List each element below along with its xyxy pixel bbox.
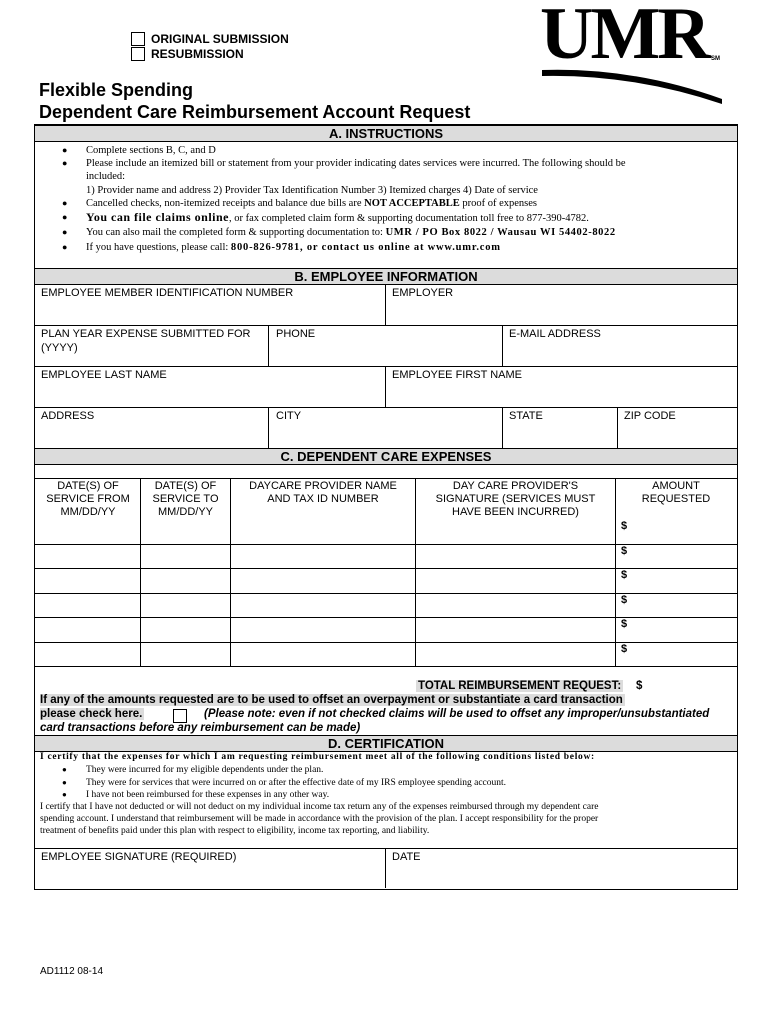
divider (385, 366, 386, 407)
original-submission-label: ORIGINAL SUBMISSION (151, 32, 289, 46)
amount-dollar-sign: $ (621, 545, 628, 557)
bullet-icon: ● (62, 212, 68, 222)
signature-label: EMPLOYEE SIGNATURE (REQUIRED) (41, 851, 237, 863)
col-provider-header (231, 480, 415, 506)
phone-field[interactable] (271, 342, 499, 364)
divider (502, 325, 503, 366)
last-name-label: EMPLOYEE LAST NAME (41, 369, 167, 381)
divider (268, 325, 269, 366)
address-label: ADDRESS (41, 410, 95, 422)
divider (385, 848, 386, 888)
instruction-5 (86, 226, 616, 239)
cert-intro: I certify that the expenses for which I am requesting reimbursement meet all of the following conditions listed below: (40, 752, 595, 762)
header-line: SERVICE TO (152, 493, 219, 505)
instruction-4 (86, 211, 589, 225)
zip-label: ZIP CODE (624, 410, 676, 422)
state-label: STATE (509, 410, 543, 422)
divider (35, 848, 737, 849)
divider (35, 666, 737, 667)
col-amount-header (616, 480, 736, 506)
resubmission-label: RESUBMISSION (151, 47, 244, 61)
email-field[interactable] (505, 342, 733, 364)
logo-swoosh-icon (538, 0, 728, 110)
member-id-label: EMPLOYEE MEMBER IDENTIFICATION NUMBER (41, 287, 294, 299)
section-a-header: A. INSTRUCTIONS (34, 125, 738, 142)
form-title-line2: Dependent Care Reimbursement Account Request (39, 102, 471, 122)
plan-year-label-1: PLAN YEAR EXPENSE SUBMITTED FOR (41, 328, 251, 340)
divider (268, 407, 269, 448)
header-line: REQUESTED (641, 493, 711, 505)
instruction-4-post: , or fax completed claim form & supporting documentation toll free to 877-390-4782. (229, 213, 589, 224)
date-field[interactable] (388, 866, 733, 886)
header-line: MM/DD/YY (158, 506, 213, 518)
offset-note-1: (Please note: even if not checked claims will be used to offset any improper/unsubstantiated (204, 708, 710, 720)
offset-text-1: If any of the amounts requested are to be used to offset an overpayment or substantiate a card transaction (40, 694, 623, 706)
last-name-field[interactable] (36, 383, 382, 405)
instruction-3-post: proof of expenses (459, 198, 538, 209)
instruction-3 (86, 197, 537, 210)
state-field[interactable] (505, 424, 614, 446)
offset-text-2: please check here. (40, 708, 143, 720)
bullet-icon: ● (62, 158, 68, 168)
cert-bullet-2: They were for services that were incurred on or after the effective date of my IRS employee spending account. (86, 778, 507, 788)
amount-dollar-sign: $ (621, 569, 628, 581)
amount-dollar-sign: $ (621, 643, 628, 655)
header-line: SIGNATURE (SERVICES MUST (435, 493, 596, 505)
bullet-icon: ● (62, 227, 68, 237)
section-b-header: B. EMPLOYEE INFORMATION (34, 268, 738, 285)
cert-paragraph-2: spending account. I understand that reimbursement will be made in accordance with the provision of the plan. I accept responsibility for the proper (40, 814, 599, 824)
divider (617, 407, 618, 448)
cert-bullet-1: They were incurred for my eligible dependents under the plan. (86, 765, 324, 775)
original-submission-option (131, 32, 289, 47)
email-label: E-MAIL ADDRESS (509, 328, 601, 340)
amount-dollar-sign: $ (621, 618, 628, 630)
date-label: DATE (392, 851, 421, 863)
instruction-2b: included: (86, 171, 126, 182)
divider (385, 284, 386, 325)
total-amount-field[interactable] (658, 679, 732, 695)
total-dollar-sign: $ (636, 680, 643, 692)
divider (615, 478, 616, 667)
instruction-1: Complete sections B, C, and D (86, 145, 216, 156)
instruction-6-bold: 800-826-9781, or contact us online at www.umr.com (230, 242, 501, 253)
first-name-label: EMPLOYEE FIRST NAME (392, 369, 522, 381)
instruction-5-bold: UMR / PO Box 8022 / Wausau WI 54402-8022 (385, 227, 616, 238)
instruction-3-bold: NOT ACCEPTABLE (364, 198, 460, 209)
divider (35, 593, 737, 594)
signature-field[interactable] (36, 866, 382, 886)
header-line: MM/DD/YY (60, 506, 116, 518)
employer-label: EMPLOYER (392, 287, 454, 299)
divider (35, 544, 737, 545)
cert-paragraph-1: I certify that I have not deducted or will not deduct on my individual income tax return any of the expenses reimbursed through my dependent care (40, 802, 599, 812)
instruction-2c: 1) Provider name and address 2) Provider Tax Identification Number 3) Itemized charges 4) Date of service (86, 185, 538, 196)
divider (35, 617, 737, 618)
phone-label: PHONE (276, 328, 316, 340)
form-title-line1: Flexible Spending (39, 80, 194, 100)
instruction-6-pre: If you have questions, please call: (86, 242, 231, 253)
header-line: AMOUNT (652, 480, 700, 492)
bullet-icon: ● (62, 790, 67, 799)
header-line: DATE(S) OF (57, 480, 119, 492)
logo-service-mark: SM (711, 56, 720, 62)
logo-text: UMR (540, 0, 708, 75)
divider (35, 284, 737, 285)
cert-bullet-3: I have not been reimbursed for these expenses in any other way. (86, 790, 330, 800)
employer-field[interactable] (388, 300, 733, 322)
original-submission-checkbox[interactable] (131, 32, 145, 46)
city-field[interactable] (271, 424, 499, 446)
divider (35, 366, 737, 367)
offset-checkbox[interactable] (173, 709, 187, 723)
instruction-2a: Please include an itemized bill or statement from your provider indicating dates services were incurred. The following should be (86, 158, 626, 169)
instruction-5-pre: You can also mail the completed form & supporting documentation to: (86, 227, 386, 238)
resubmission-checkbox[interactable] (131, 47, 145, 61)
divider (35, 642, 737, 643)
resubmission-option (131, 47, 244, 62)
header-line: DATE(S) OF (154, 480, 217, 492)
section-c-header: C. DEPENDENT CARE EXPENSES (34, 448, 738, 465)
address-field[interactable] (36, 424, 265, 446)
city-label: CITY (276, 410, 302, 422)
header-line: AND TAX ID NUMBER (267, 493, 379, 505)
header-line: HAVE BEEN INCURRED) (452, 506, 579, 518)
cert-paragraph-3: treatment of benefits paid under this plan with respect to eligibility, income tax reporting, and liability. (40, 826, 430, 836)
member-id-field[interactable] (36, 300, 382, 322)
umr-logo (538, 0, 728, 110)
col-signature-header (416, 480, 615, 519)
divider (35, 407, 737, 408)
header-line: DAY CARE PROVIDER'S (452, 480, 579, 492)
instruction-3-pre: Cancelled checks, non-itemized receipts and balance due bills are (86, 198, 365, 209)
zip-field[interactable] (620, 424, 733, 446)
divider (35, 568, 737, 569)
instruction-4-bold: You can file claims online (86, 210, 230, 224)
header-line: SERVICE FROM (46, 493, 130, 505)
col-service-from-header (36, 480, 140, 519)
bullet-icon: ● (62, 198, 68, 208)
col-service-to-header (141, 480, 230, 519)
amount-dollar-sign: $ (621, 520, 628, 532)
bullet-icon: ● (62, 765, 67, 774)
instruction-6 (86, 241, 501, 254)
plan-year-label-2: (YYYY) (41, 342, 78, 354)
divider (35, 325, 737, 326)
bullet-icon: ● (62, 242, 68, 252)
divider (502, 407, 503, 448)
divider (230, 478, 231, 667)
offset-note-2: card transactions before any reimbursement can be made) (40, 722, 361, 734)
bullet-icon: ● (62, 778, 67, 787)
first-name-field[interactable] (388, 383, 733, 405)
amount-dollar-sign: $ (621, 594, 628, 606)
bullet-icon: ● (62, 145, 68, 155)
total-reimbursement-label: TOTAL REIMBURSEMENT REQUEST: (418, 680, 622, 692)
header-line: DAYCARE PROVIDER NAME (249, 480, 397, 492)
section-d-header: D. CERTIFICATION (34, 735, 738, 752)
form-code: AD1112 08-14 (40, 966, 104, 977)
